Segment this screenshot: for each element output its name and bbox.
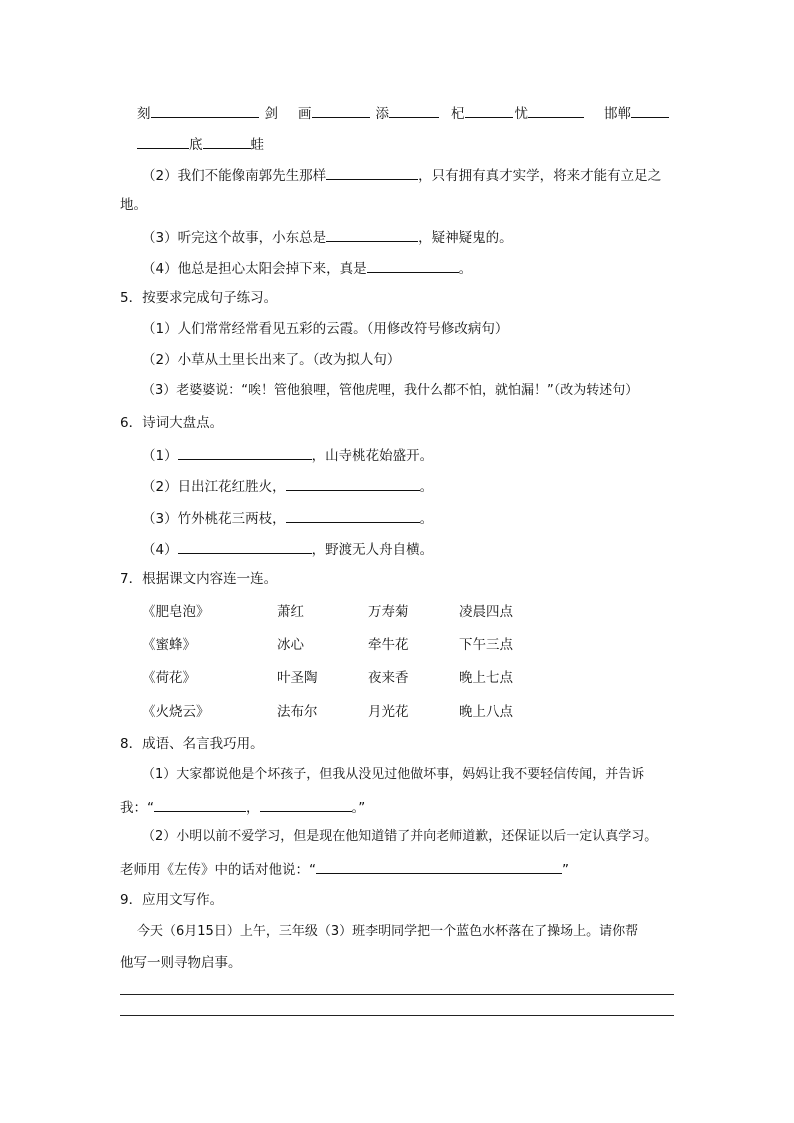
char: 添 xyxy=(375,106,389,122)
sentence-text: ， xyxy=(246,800,260,816)
q8-item-1: （1）大家都说他是个坏孩子，但我从没见过他做坏事，妈妈让我不要轻信传闻，并告诉 xyxy=(142,767,645,782)
poem-text: ，野渡无人舟自横。 xyxy=(311,542,434,558)
q4-sentence-4 xyxy=(142,257,472,279)
q9-prompt-cont: 他写一则寻物启事。 xyxy=(120,955,242,971)
sentence-text: ” xyxy=(562,862,569,878)
answer-blank[interactable] xyxy=(178,538,312,554)
q6-item-3 xyxy=(142,507,433,529)
sentence-text: ，疑神疑鬼的。 xyxy=(418,230,513,246)
poem-text: 。 xyxy=(419,479,434,495)
writing-line[interactable] xyxy=(120,1015,674,1016)
sentence-text: （4）他总是担心太阳会掉下来，真是 xyxy=(142,261,367,277)
match-flower[interactable]: 夜来香 xyxy=(368,670,409,686)
q9-prompt: 今天（6月15日）上午，三年级（3）班李明同学把一个蓝色水杯落在了操场上。请你帮 xyxy=(137,924,639,939)
answer-blank[interactable] xyxy=(286,475,420,491)
char: 底 xyxy=(189,137,203,153)
answer-blank[interactable] xyxy=(465,102,513,118)
char: 画 xyxy=(298,106,312,122)
match-author[interactable]: 萧红 xyxy=(277,604,304,620)
idiom-fill-line-1 xyxy=(137,102,669,124)
poem-text: ，山寺桃花始盛开。 xyxy=(311,448,434,464)
char: 刻 xyxy=(137,106,151,122)
match-lesson[interactable]: 《火烧云》 xyxy=(142,704,210,720)
poem-text: （2）日出江花红胜火， xyxy=(142,479,286,495)
match-time[interactable]: 下午三点 xyxy=(459,637,513,653)
match-author[interactable]: 叶圣陶 xyxy=(277,670,318,686)
answer-blank[interactable] xyxy=(151,102,259,118)
item-number: （4） xyxy=(142,542,178,558)
match-author[interactable]: 法布尔 xyxy=(277,704,318,720)
char: 邯郸 xyxy=(604,106,631,122)
q5-item-1: （1）人们常常经常看见五彩的云霞。（用修改符号修改病句） xyxy=(142,321,509,337)
sentence-text: 我：“ xyxy=(120,800,154,816)
q8-item-2: （2）小明以前不爱学习，但是现在他知道错了并向老师道歉，还保证以后一定认真学习。 xyxy=(142,829,658,844)
answer-blank[interactable] xyxy=(178,444,312,460)
match-lesson[interactable]: 《蜜蜂》 xyxy=(142,637,196,653)
q6-item-1 xyxy=(142,444,433,466)
idiom-fill-line-2 xyxy=(137,133,264,155)
q8-title: 8．成语、名言我巧用。 xyxy=(120,736,264,752)
match-flower[interactable]: 牵牛花 xyxy=(368,637,409,653)
match-author[interactable]: 冰心 xyxy=(277,637,304,653)
q5-title: 5．按要求完成句子练习。 xyxy=(120,290,278,306)
q8-item-1-cont xyxy=(120,796,365,818)
sentence-text: （2）我们不能像南郭先生那样 xyxy=(142,168,327,184)
char: 蛙 xyxy=(250,137,264,153)
answer-blank[interactable] xyxy=(631,102,669,118)
answer-blank[interactable] xyxy=(312,102,370,118)
q8-item-2-cont xyxy=(120,858,569,880)
match-lesson[interactable]: 《荷花》 xyxy=(142,670,196,686)
answer-blank[interactable] xyxy=(367,257,459,273)
match-time[interactable]: 晚上七点 xyxy=(459,670,513,686)
answer-blank[interactable] xyxy=(326,226,418,242)
sentence-text: 。” xyxy=(351,800,366,816)
char: 忧 xyxy=(514,106,528,122)
answer-blank[interactable] xyxy=(326,164,418,180)
answer-blank[interactable] xyxy=(389,102,439,118)
poem-text: 。 xyxy=(419,511,434,527)
poem-text: （3）竹外桃花三两枝， xyxy=(142,511,286,527)
match-flower[interactable]: 月光花 xyxy=(368,704,409,720)
q4-sentence-2-cont: 地。 xyxy=(120,197,147,213)
answer-blank[interactable] xyxy=(286,507,420,523)
q5-item-3: （3）老婆婆说：“唉！管他狼哩，管他虎哩，我什么都不怕，就怕漏！”（改为转述句） xyxy=(142,383,639,398)
writing-line[interactable] xyxy=(120,994,674,995)
q9-title: 9．应用文写作。 xyxy=(120,892,224,908)
q6-item-2 xyxy=(142,475,433,497)
q6-item-4 xyxy=(142,538,433,560)
item-number: （1） xyxy=(142,448,178,464)
answer-blank[interactable] xyxy=(316,858,562,874)
answer-blank[interactable] xyxy=(154,796,246,812)
q7-title: 7．根据课文内容连一连。 xyxy=(120,571,278,587)
q4-sentence-2 xyxy=(142,164,661,186)
sentence-text: 。 xyxy=(458,261,473,277)
char: 杞 xyxy=(451,106,465,122)
q4-sentence-3 xyxy=(142,226,513,248)
sentence-text: 老师用《左传》中的话对他说：“ xyxy=(120,862,316,878)
answer-blank[interactable] xyxy=(137,133,189,149)
answer-blank[interactable] xyxy=(528,102,584,118)
answer-blank[interactable] xyxy=(203,133,251,149)
match-flower[interactable]: 万寿菊 xyxy=(368,604,409,620)
sentence-text: （3）听完这个故事，小东总是 xyxy=(142,230,327,246)
answer-blank[interactable] xyxy=(260,796,352,812)
match-time[interactable]: 晚上八点 xyxy=(459,704,513,720)
q5-item-2: （2）小草从土里长出来了。（改为拟人句） xyxy=(142,352,401,368)
q6-title: 6．诗词大盘点。 xyxy=(120,415,224,431)
match-lesson[interactable]: 《肥皂泡》 xyxy=(142,604,210,620)
char: 剑 xyxy=(264,106,278,122)
match-time[interactable]: 凌晨四点 xyxy=(459,604,513,620)
sentence-text: ，只有拥有真才实学，将来才能有立足之 xyxy=(418,168,662,184)
